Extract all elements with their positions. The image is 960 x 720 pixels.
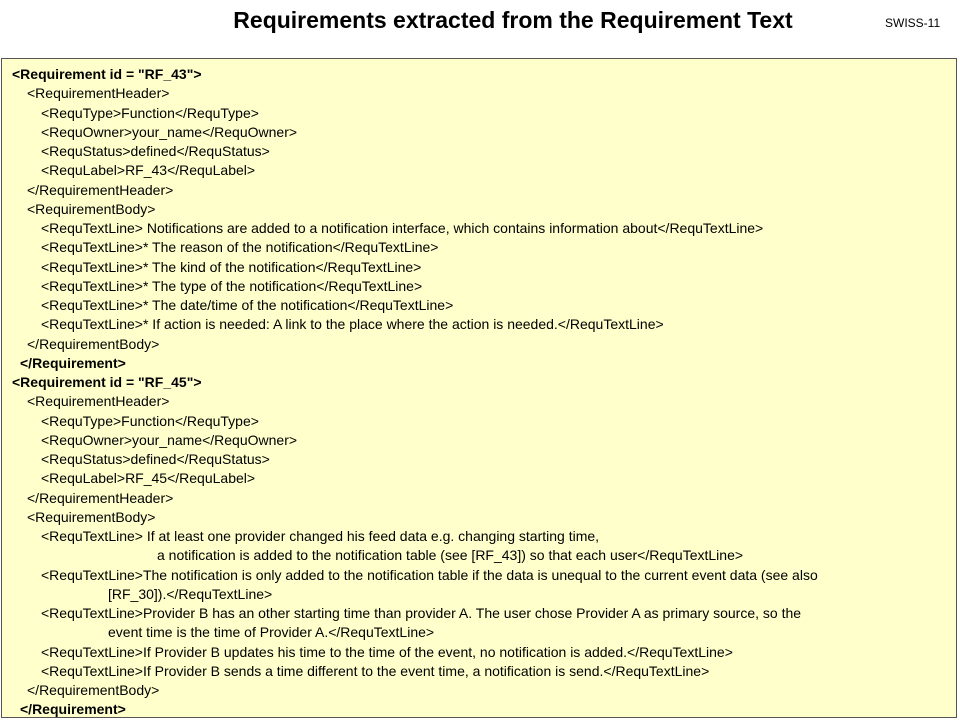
xml-line: <RequTextLine>If Provider B updates his time to the time of the event, no notification is added.</RequTextLine> <box>41 643 733 660</box>
xml-line: </RequirementBody> <box>27 335 160 352</box>
xml-line: <RequTextLine>* The date/time of the notification</RequTextLine> <box>41 297 454 313</box>
xml-line: <RequirementHeader> <box>27 393 170 410</box>
requirements-xml-panel <box>1 58 957 718</box>
xml-line: event time is the time of Provider A.</RequTextLine> <box>108 624 435 641</box>
xml-line: <Requirement id = "RF_43"> <box>12 66 202 82</box>
xml-line: <RequTextLine>* If action is needed: A link to the place where the action is needed.</RequTextLine> <box>41 316 664 333</box>
xml-line: <RequTextLine>The notification is only added to the notification table if the data is unequal to the current event data (see also <box>41 566 818 583</box>
xml-line: <RequTextLine>If Provider B sends a time different to the event time, a notification is send.</RequTextLine> <box>41 662 710 679</box>
page-title-box <box>188 4 838 36</box>
xml-line: a notification is added to the notification table (see [RF_43]) so that each user</RequTextLine> <box>157 547 744 564</box>
xml-line: <RequOwner>your_name</RequOwner> <box>41 431 298 448</box>
xml-line: </RequirementHeader> <box>27 489 174 506</box>
xml-line: </RequirementHeader> <box>27 181 174 198</box>
xml-line: <RequLabel>RF_43</RequLabel> <box>41 162 256 179</box>
xml-line: <RequType>Function</RequType> <box>41 104 259 121</box>
page-title: Requirements extracted from the Requirement Text <box>233 7 793 33</box>
xml-line: <Requirement id = "RF_45"> <box>12 374 202 390</box>
xml-line: <RequTextLine>* The reason of the notification</RequTextLine> <box>41 239 439 256</box>
xml-line: </RequirementBody> <box>27 682 160 698</box>
xml-line: <RequTextLine>* The type of the notification</RequTextLine> <box>41 277 423 294</box>
xml-line: <RequirementBody> <box>27 508 156 525</box>
xml-line: <RequTextLine>* The kind of the notification</RequTextLine> <box>41 258 422 275</box>
xml-line: <RequOwner>your_name</RequOwner> <box>41 123 298 140</box>
xml-line: </Requirement> <box>20 701 126 718</box>
xml-line: <RequLabel>RF_45</RequLabel> <box>41 470 256 487</box>
xml-line: <RequType>Function</RequType> <box>41 412 259 429</box>
xml-line: <RequTextLine>Provider B has an other starting time than provider A. The user chose Provider A as primary source, so the <box>41 605 802 621</box>
slide-id: SWISS-11 <box>885 16 941 30</box>
xml-line: </Requirement> <box>20 354 126 371</box>
xml-line: <RequStatus>defined</RequStatus> <box>41 451 270 467</box>
xml-line: <RequirementBody> <box>27 200 156 217</box>
xml-line: <RequStatus>defined</RequStatus> <box>41 143 270 159</box>
xml-line: <RequTextLine> If at least one provider changed his feed data e.g. changing starting time, <box>41 528 600 544</box>
xml-line: <RequTextLine> Notifications are added to a notification interface, which contains information about</RequTextLine> <box>41 220 764 236</box>
xml-line: <RequirementHeader> <box>27 85 170 102</box>
xml-line: [RF_30]).</RequTextLine> <box>108 585 273 602</box>
